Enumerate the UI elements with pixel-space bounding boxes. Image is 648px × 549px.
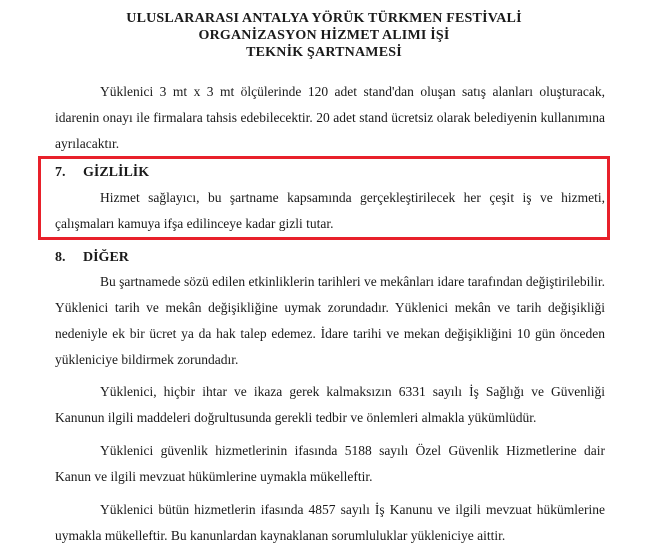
title-line-1: ULUSLARARASI ANTALYA YÖRÜK TÜRKMEN FESTİVALİ <box>126 11 522 26</box>
section-8-title: DİĞER <box>83 250 129 265</box>
section-8-paragraph-1: Bu şartnamede sözü edilen etkinliklerin tarihleri ve mekânları idare tarafından değiştirilebilir. Yüklenici tarih ve mekân değişikliğine uymak zorundadır. Yüklenici mekân ve tarih değişikliği nedeniyle ek bir ücret ya da hak talep edemez. İdare tarihi ve mekan değişikliğini 10 gün önceden yükleniciye bildirmek zorundadır. <box>55 274 605 367</box>
section-8-paragraph-2: Yüklenici, hiçbir ihtar ve ikaza gerek kalmaksızın 6331 sayılı İş Sağlığı ve Güvenliği Kanunun ilgili maddeleri doğrultusunda gerekli tedbir ve önlemleri almakla yükümlüdür. <box>55 384 605 425</box>
section-8-heading <box>55 249 129 267</box>
section-8-paragraph-4: Yüklenici bütün hizmetlerin ifasında 4857 sayılı İş Kanunu ve ilgili mevzuat hükümlerine uymakla mükelleftir. Bu kanunlardan kaynaklanan sorumluluklar yükleniciye aittir. <box>55 502 605 543</box>
section-8-paragraph-3: Yüklenici güvenlik hizmetlerinin ifasında 5188 sayılı Özel Güvenlik Hizmetlerine dair Kanun ve ilgili mevzuat hükümlerine uymakla mükelleftir. <box>55 443 605 484</box>
section-7-heading <box>55 164 149 182</box>
section-7-number: 7. <box>55 165 66 180</box>
title-line-3: TEKNİK ŞARTNAMESİ <box>246 45 402 60</box>
intro-paragraph: Yüklenici 3 mt x 3 mt ölçülerinde 120 adet stand'dan oluşan satış alanları oluşturacak, idarenin onayı ile firmalara tahsis edebilecektir. 20 adet stand ücretsiz olarak belediyenin kullanımına ayrılacaktır. <box>55 84 605 151</box>
section-7-title: GİZLİLİK <box>83 165 150 180</box>
section-8-number: 8. <box>55 250 66 265</box>
section-7-paragraph: Hizmet sağlayıcı, bu şartname kapsamında gerçekleştirilecek her çeşit iş ve hizmeti, çalışmaları kamuya ifşa edilinceye kadar gizli tutar. <box>55 190 605 231</box>
title-line-2: ORGANİZASYON HİZMET ALIMI İŞİ <box>198 28 450 43</box>
document-title <box>0 10 648 61</box>
